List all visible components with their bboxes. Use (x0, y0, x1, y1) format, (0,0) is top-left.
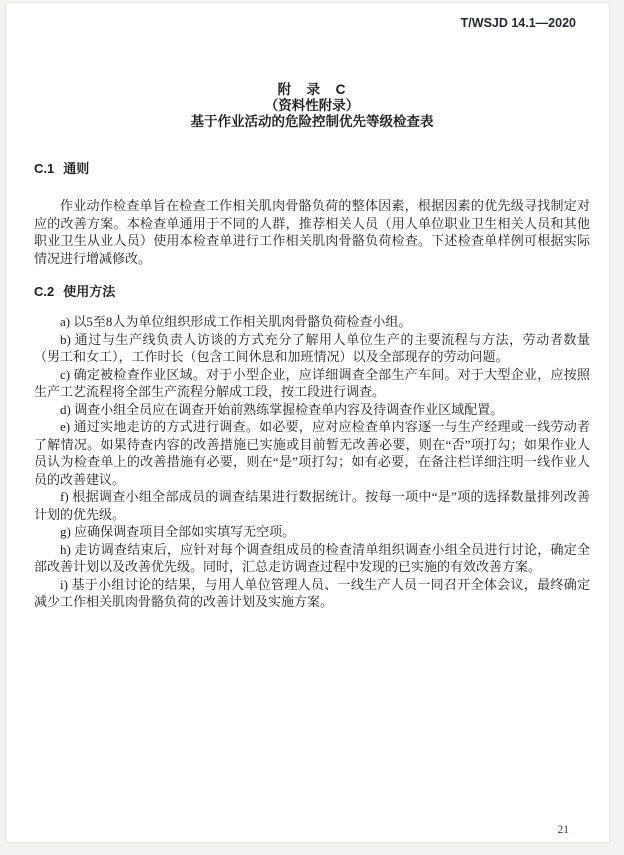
list-item (34, 576, 590, 611)
list-item (34, 541, 590, 576)
section-title: 使用方法 (63, 284, 116, 299)
list-item-label: c) (60, 366, 71, 382)
section-heading-c2 (34, 284, 590, 299)
list-item-text: 通过实地走访的方式进行调查。如必要，应对应检查单内容逐一与生产经理或一线劳动者了解情况。如果待查内容的改善措施已实施或目前暂无改善必要，则在“否”项打勾；如果作业人员认为检查单上的改善措施有必要，则在“是”项打勾；如有必要，在备注栏详细注明一线作业人员的改善建议。 (34, 419, 590, 487)
list-item (34, 418, 590, 488)
list-item-label: g) (60, 524, 71, 539)
list-item-text: 应确保调查项目全部如实填写无空项。 (74, 524, 296, 539)
list-item-text: 走访调查结束后，应针对每个调查组成员的检查清单组织调查小组全员进行讨论，确定全部改善计划以及改善优先级。同时，汇总走访调查过程中发现的已实施的有效改善方案。 (34, 541, 590, 574)
usage-steps-list (34, 313, 590, 611)
appendix-subtitle: （资料性附录） (264, 98, 360, 113)
list-item (34, 523, 590, 541)
page-number: 21 (557, 824, 569, 836)
list-item-label: f) (60, 489, 69, 504)
list-item-text: 根据调查小组全部成员的调查结果进行数据统计。按每一项中“是”项的选择数量排列改善计划的优先级。 (34, 489, 591, 522)
document-page (5, 2, 610, 843)
list-item-label: h) (60, 541, 71, 557)
list-item-label: b) (60, 331, 71, 347)
list-item-text: 确定被检查作业区域。对于小型企业，应详细调查全部生产车间。对于大型企业，应按照生产工艺流程将全部生产流程分解成工段，按工段进行调查。 (34, 366, 590, 399)
list-item-label: e) (60, 419, 71, 434)
list-item (34, 331, 590, 366)
list-item (34, 401, 590, 419)
list-item (34, 366, 590, 401)
list-item-text: 通过与生产线负责人访谈的方式充分了解用人单位生产的主要流程与方法，劳动者数量（男工和女工），工作时长（包含工间休息和加班情况）以及全部现存的劳动问题。 (34, 331, 590, 364)
section-number: C.2 (34, 284, 55, 299)
section-title: 通则 (63, 161, 90, 176)
list-item-text: 以5至8人为单位组织形成工作相关肌肉骨骼负荷检查小组。 (73, 314, 412, 329)
appendix-heading: 基于作业活动的危险控制优先等级检查表 (190, 114, 434, 129)
section-number: C.1 (34, 161, 55, 176)
list-item-label: i) (60, 576, 68, 592)
list-item (34, 313, 590, 331)
section-heading-c1 (34, 161, 590, 176)
list-item (34, 488, 590, 523)
list-item-text: 基于小组讨论的结果，与用人单位管理人员、一线生产人员一同召开全体会议，最终确定减少工作相关肌肉骨骼负荷的改善计划及实施方案。 (34, 576, 590, 609)
list-item-label: d) (60, 401, 71, 417)
paragraph: 作业动作检查单旨在检查工作相关肌肉骨骼负荷的整体因素，根据因素的优先级寻找制定对应的改善方案。本检查单通用于不同的人群，推荐相关人员（用人单位职业卫生相关人员和其他职业卫生从业人员）使用本检查单进行工作相关肌肉骨骼负荷检查。下述检查单样例可根据实际情况进行增减修改。 (34, 198, 590, 266)
doc-reference: T/WSJD 14.1—2020 (460, 16, 576, 30)
list-item-label: a) (60, 314, 71, 329)
appendix-title-block (34, 82, 590, 130)
appendix-title: 附 录 C (277, 82, 347, 97)
list-item-text: 调查小组全员应在调查开始前熟练掌握检查单内容及待调查作业区域配置。 (74, 401, 504, 417)
